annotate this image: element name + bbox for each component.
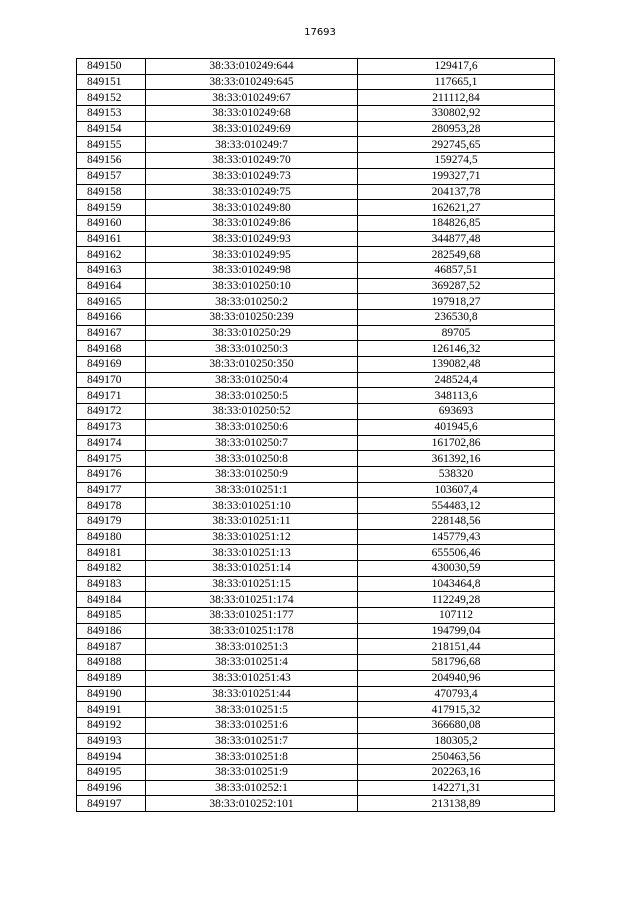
value-cell: 280953,28 bbox=[358, 121, 555, 137]
cadastral-number-cell: 38:33:010251:4 bbox=[146, 655, 358, 671]
value-cell: 250463,56 bbox=[358, 749, 555, 765]
table-row bbox=[77, 294, 555, 310]
row-number-cell: 849160 bbox=[77, 215, 146, 231]
value-cell: 292745,65 bbox=[358, 137, 555, 153]
value-cell: 194799,04 bbox=[358, 623, 555, 639]
row-number-cell: 849157 bbox=[77, 168, 146, 184]
cadastral-number-cell: 38:33:010251:7 bbox=[146, 733, 358, 749]
value-cell: 159274,5 bbox=[358, 153, 555, 169]
cadastral-number-cell: 38:33:010249:69 bbox=[146, 121, 358, 137]
table-row bbox=[77, 215, 555, 231]
value-cell: 204940,96 bbox=[358, 670, 555, 686]
cadastral-number-cell: 38:33:010251:15 bbox=[146, 576, 358, 592]
cadastral-number-cell: 38:33:010251:8 bbox=[146, 749, 358, 765]
value-cell: 162621,27 bbox=[358, 200, 555, 216]
value-cell: 344877,48 bbox=[358, 231, 555, 247]
row-number-cell: 849163 bbox=[77, 262, 146, 278]
cadastral-number-cell: 38:33:010250:9 bbox=[146, 466, 358, 482]
row-number-cell: 849171 bbox=[77, 388, 146, 404]
value-cell: 361392,16 bbox=[358, 451, 555, 467]
row-number-cell: 849180 bbox=[77, 529, 146, 545]
table-row bbox=[77, 59, 555, 75]
row-number-cell: 849190 bbox=[77, 686, 146, 702]
cadastral-number-cell: 38:33:010251:14 bbox=[146, 561, 358, 577]
value-cell: 430030,59 bbox=[358, 561, 555, 577]
cadastral-number-cell: 38:33:010252:1 bbox=[146, 780, 358, 796]
table-row bbox=[77, 482, 555, 498]
table-row bbox=[77, 639, 555, 655]
cadastral-number-cell: 38:33:010250:10 bbox=[146, 278, 358, 294]
cadastral-number-cell: 38:33:010251:44 bbox=[146, 686, 358, 702]
cadastral-number-cell: 38:33:010249:73 bbox=[146, 168, 358, 184]
table-row bbox=[77, 717, 555, 733]
value-cell: 248524,4 bbox=[358, 372, 555, 388]
value-cell: 693693 bbox=[358, 404, 555, 420]
value-cell: 213138,89 bbox=[358, 796, 555, 812]
row-number-cell: 849184 bbox=[77, 592, 146, 608]
value-cell: 554483,12 bbox=[358, 498, 555, 514]
row-number-cell: 849153 bbox=[77, 106, 146, 122]
row-number-cell: 849188 bbox=[77, 655, 146, 671]
cadastral-number-cell: 38:33:010249:644 bbox=[146, 59, 358, 75]
table-row bbox=[77, 435, 555, 451]
table-row bbox=[77, 184, 555, 200]
row-number-cell: 849193 bbox=[77, 733, 146, 749]
table-row bbox=[77, 168, 555, 184]
cadastral-number-cell: 38:33:010249:645 bbox=[146, 74, 358, 90]
table-row bbox=[77, 341, 555, 357]
table-row bbox=[77, 545, 555, 561]
table-row bbox=[77, 262, 555, 278]
cadastral-number-cell: 38:33:010251:6 bbox=[146, 717, 358, 733]
value-cell: 107112 bbox=[358, 608, 555, 624]
row-number-cell: 849194 bbox=[77, 749, 146, 765]
table-row bbox=[77, 623, 555, 639]
cadastral-number-cell: 38:33:010251:43 bbox=[146, 670, 358, 686]
table-row bbox=[77, 576, 555, 592]
value-cell: 282549,68 bbox=[358, 247, 555, 263]
cadastral-number-cell: 38:33:010250:29 bbox=[146, 325, 358, 341]
table-row bbox=[77, 513, 555, 529]
table-row bbox=[77, 310, 555, 326]
row-number-cell: 849191 bbox=[77, 702, 146, 718]
row-number-cell: 849154 bbox=[77, 121, 146, 137]
cadastral-number-cell: 38:33:010250:2 bbox=[146, 294, 358, 310]
value-cell: 470793,4 bbox=[358, 686, 555, 702]
table-row bbox=[77, 74, 555, 90]
table-row bbox=[77, 764, 555, 780]
row-number-cell: 849165 bbox=[77, 294, 146, 310]
cadastral-number-cell: 38:33:010250:52 bbox=[146, 404, 358, 420]
cadastral-number-cell: 38:33:010249:67 bbox=[146, 90, 358, 106]
row-number-cell: 849159 bbox=[77, 200, 146, 216]
row-number-cell: 849161 bbox=[77, 231, 146, 247]
table-row bbox=[77, 106, 555, 122]
table-row bbox=[77, 404, 555, 420]
value-cell: 184826,85 bbox=[358, 215, 555, 231]
cadastral-number-cell: 38:33:010251:13 bbox=[146, 545, 358, 561]
cadastral-number-cell: 38:33:010249:98 bbox=[146, 262, 358, 278]
row-number-cell: 849182 bbox=[77, 561, 146, 577]
value-cell: 228148,56 bbox=[358, 513, 555, 529]
cadastral-number-cell: 38:33:010250:8 bbox=[146, 451, 358, 467]
table-row bbox=[77, 90, 555, 106]
row-number-cell: 849169 bbox=[77, 357, 146, 373]
row-number-cell: 849192 bbox=[77, 717, 146, 733]
row-number-cell: 849164 bbox=[77, 278, 146, 294]
registry-table bbox=[76, 58, 555, 812]
row-number-cell: 849185 bbox=[77, 608, 146, 624]
cadastral-number-cell: 38:33:010251:1 bbox=[146, 482, 358, 498]
table-row bbox=[77, 153, 555, 169]
cadastral-number-cell: 38:33:010251:178 bbox=[146, 623, 358, 639]
cadastral-number-cell: 38:33:010251:5 bbox=[146, 702, 358, 718]
cadastral-number-cell: 38:33:010249:86 bbox=[146, 215, 358, 231]
value-cell: 103607,4 bbox=[358, 482, 555, 498]
cadastral-number-cell: 38:33:010249:95 bbox=[146, 247, 358, 263]
row-number-cell: 849158 bbox=[77, 184, 146, 200]
value-cell: 417915,32 bbox=[358, 702, 555, 718]
value-cell: 204137,78 bbox=[358, 184, 555, 200]
value-cell: 139082,48 bbox=[358, 357, 555, 373]
value-cell: 142271,31 bbox=[358, 780, 555, 796]
value-cell: 401945,6 bbox=[358, 419, 555, 435]
value-cell: 199327,71 bbox=[358, 168, 555, 184]
table-row bbox=[77, 529, 555, 545]
row-number-cell: 849176 bbox=[77, 466, 146, 482]
table-row bbox=[77, 325, 555, 341]
row-number-cell: 849181 bbox=[77, 545, 146, 561]
row-number-cell: 849177 bbox=[77, 482, 146, 498]
value-cell: 366680,08 bbox=[358, 717, 555, 733]
table-row bbox=[77, 121, 555, 137]
value-cell: 538320 bbox=[358, 466, 555, 482]
value-cell: 161702,86 bbox=[358, 435, 555, 451]
cadastral-number-cell: 38:33:010249:80 bbox=[146, 200, 358, 216]
cadastral-number-cell: 38:33:010251:11 bbox=[146, 513, 358, 529]
row-number-cell: 849170 bbox=[77, 372, 146, 388]
cadastral-number-cell: 38:33:010249:75 bbox=[146, 184, 358, 200]
table-row bbox=[77, 388, 555, 404]
table-row bbox=[77, 278, 555, 294]
cadastral-number-cell: 38:33:010251:3 bbox=[146, 639, 358, 655]
cadastral-number-cell: 38:33:010250:350 bbox=[146, 357, 358, 373]
row-number-cell: 849166 bbox=[77, 310, 146, 326]
cadastral-number-cell: 38:33:010250:3 bbox=[146, 341, 358, 357]
value-cell: 330802,92 bbox=[358, 106, 555, 122]
row-number-cell: 849156 bbox=[77, 153, 146, 169]
row-number-cell: 849175 bbox=[77, 451, 146, 467]
row-number-cell: 849152 bbox=[77, 90, 146, 106]
value-cell: 180305,2 bbox=[358, 733, 555, 749]
value-cell: 581796,68 bbox=[358, 655, 555, 671]
row-number-cell: 849196 bbox=[77, 780, 146, 796]
table-row bbox=[77, 796, 555, 812]
table-row bbox=[77, 655, 555, 671]
row-number-cell: 849173 bbox=[77, 419, 146, 435]
table-row bbox=[77, 608, 555, 624]
cadastral-number-cell: 38:33:010251:9 bbox=[146, 764, 358, 780]
table-row bbox=[77, 686, 555, 702]
row-number-cell: 849179 bbox=[77, 513, 146, 529]
cadastral-number-cell: 38:33:010251:174 bbox=[146, 592, 358, 608]
cadastral-number-cell: 38:33:010249:68 bbox=[146, 106, 358, 122]
value-cell: 218151,44 bbox=[358, 639, 555, 655]
table-row bbox=[77, 231, 555, 247]
page-number: 17693 bbox=[304, 27, 336, 38]
cadastral-number-cell: 38:33:010252:101 bbox=[146, 796, 358, 812]
row-number-cell: 849174 bbox=[77, 435, 146, 451]
table-row bbox=[77, 702, 555, 718]
table-row bbox=[77, 419, 555, 435]
row-number-cell: 849151 bbox=[77, 74, 146, 90]
registry-table-body bbox=[77, 59, 555, 812]
table-row bbox=[77, 247, 555, 263]
value-cell: 236530,8 bbox=[358, 310, 555, 326]
value-cell: 145779,43 bbox=[358, 529, 555, 545]
row-number-cell: 849189 bbox=[77, 670, 146, 686]
row-number-cell: 849178 bbox=[77, 498, 146, 514]
row-number-cell: 849197 bbox=[77, 796, 146, 812]
cadastral-number-cell: 38:33:010250:239 bbox=[146, 310, 358, 326]
row-number-cell: 849155 bbox=[77, 137, 146, 153]
cadastral-number-cell: 38:33:010250:5 bbox=[146, 388, 358, 404]
cadastral-number-cell: 38:33:010251:12 bbox=[146, 529, 358, 545]
value-cell: 197918,27 bbox=[358, 294, 555, 310]
value-cell: 202263,16 bbox=[358, 764, 555, 780]
value-cell: 369287,52 bbox=[358, 278, 555, 294]
table-row bbox=[77, 670, 555, 686]
value-cell: 211112,84 bbox=[358, 90, 555, 106]
cadastral-number-cell: 38:33:010249:7 bbox=[146, 137, 358, 153]
row-number-cell: 849195 bbox=[77, 764, 146, 780]
row-number-cell: 849187 bbox=[77, 639, 146, 655]
table-row bbox=[77, 200, 555, 216]
table-row bbox=[77, 498, 555, 514]
row-number-cell: 849172 bbox=[77, 404, 146, 420]
table-row bbox=[77, 561, 555, 577]
table-row bbox=[77, 357, 555, 373]
cadastral-number-cell: 38:33:010249:70 bbox=[146, 153, 358, 169]
cadastral-number-cell: 38:33:010251:177 bbox=[146, 608, 358, 624]
row-number-cell: 849162 bbox=[77, 247, 146, 263]
cadastral-number-cell: 38:33:010250:4 bbox=[146, 372, 358, 388]
row-number-cell: 849183 bbox=[77, 576, 146, 592]
row-number-cell: 849186 bbox=[77, 623, 146, 639]
table-row bbox=[77, 780, 555, 796]
value-cell: 89705 bbox=[358, 325, 555, 341]
row-number-cell: 849167 bbox=[77, 325, 146, 341]
cadastral-number-cell: 38:33:010251:10 bbox=[146, 498, 358, 514]
row-number-cell: 849150 bbox=[77, 59, 146, 75]
value-cell: 1043464,8 bbox=[358, 576, 555, 592]
value-cell: 46857,51 bbox=[358, 262, 555, 278]
table-row bbox=[77, 466, 555, 482]
table-row bbox=[77, 137, 555, 153]
table-row bbox=[77, 372, 555, 388]
value-cell: 126146,32 bbox=[358, 341, 555, 357]
value-cell: 655506,46 bbox=[358, 545, 555, 561]
row-number-cell: 849168 bbox=[77, 341, 146, 357]
value-cell: 117665,1 bbox=[358, 74, 555, 90]
table-row bbox=[77, 592, 555, 608]
table-row bbox=[77, 749, 555, 765]
cadastral-number-cell: 38:33:010250:7 bbox=[146, 435, 358, 451]
cadastral-number-cell: 38:33:010250:6 bbox=[146, 419, 358, 435]
table-row bbox=[77, 733, 555, 749]
value-cell: 129417,6 bbox=[358, 59, 555, 75]
value-cell: 348113,6 bbox=[358, 388, 555, 404]
table-row bbox=[77, 451, 555, 467]
cadastral-number-cell: 38:33:010249:93 bbox=[146, 231, 358, 247]
value-cell: 112249,28 bbox=[358, 592, 555, 608]
